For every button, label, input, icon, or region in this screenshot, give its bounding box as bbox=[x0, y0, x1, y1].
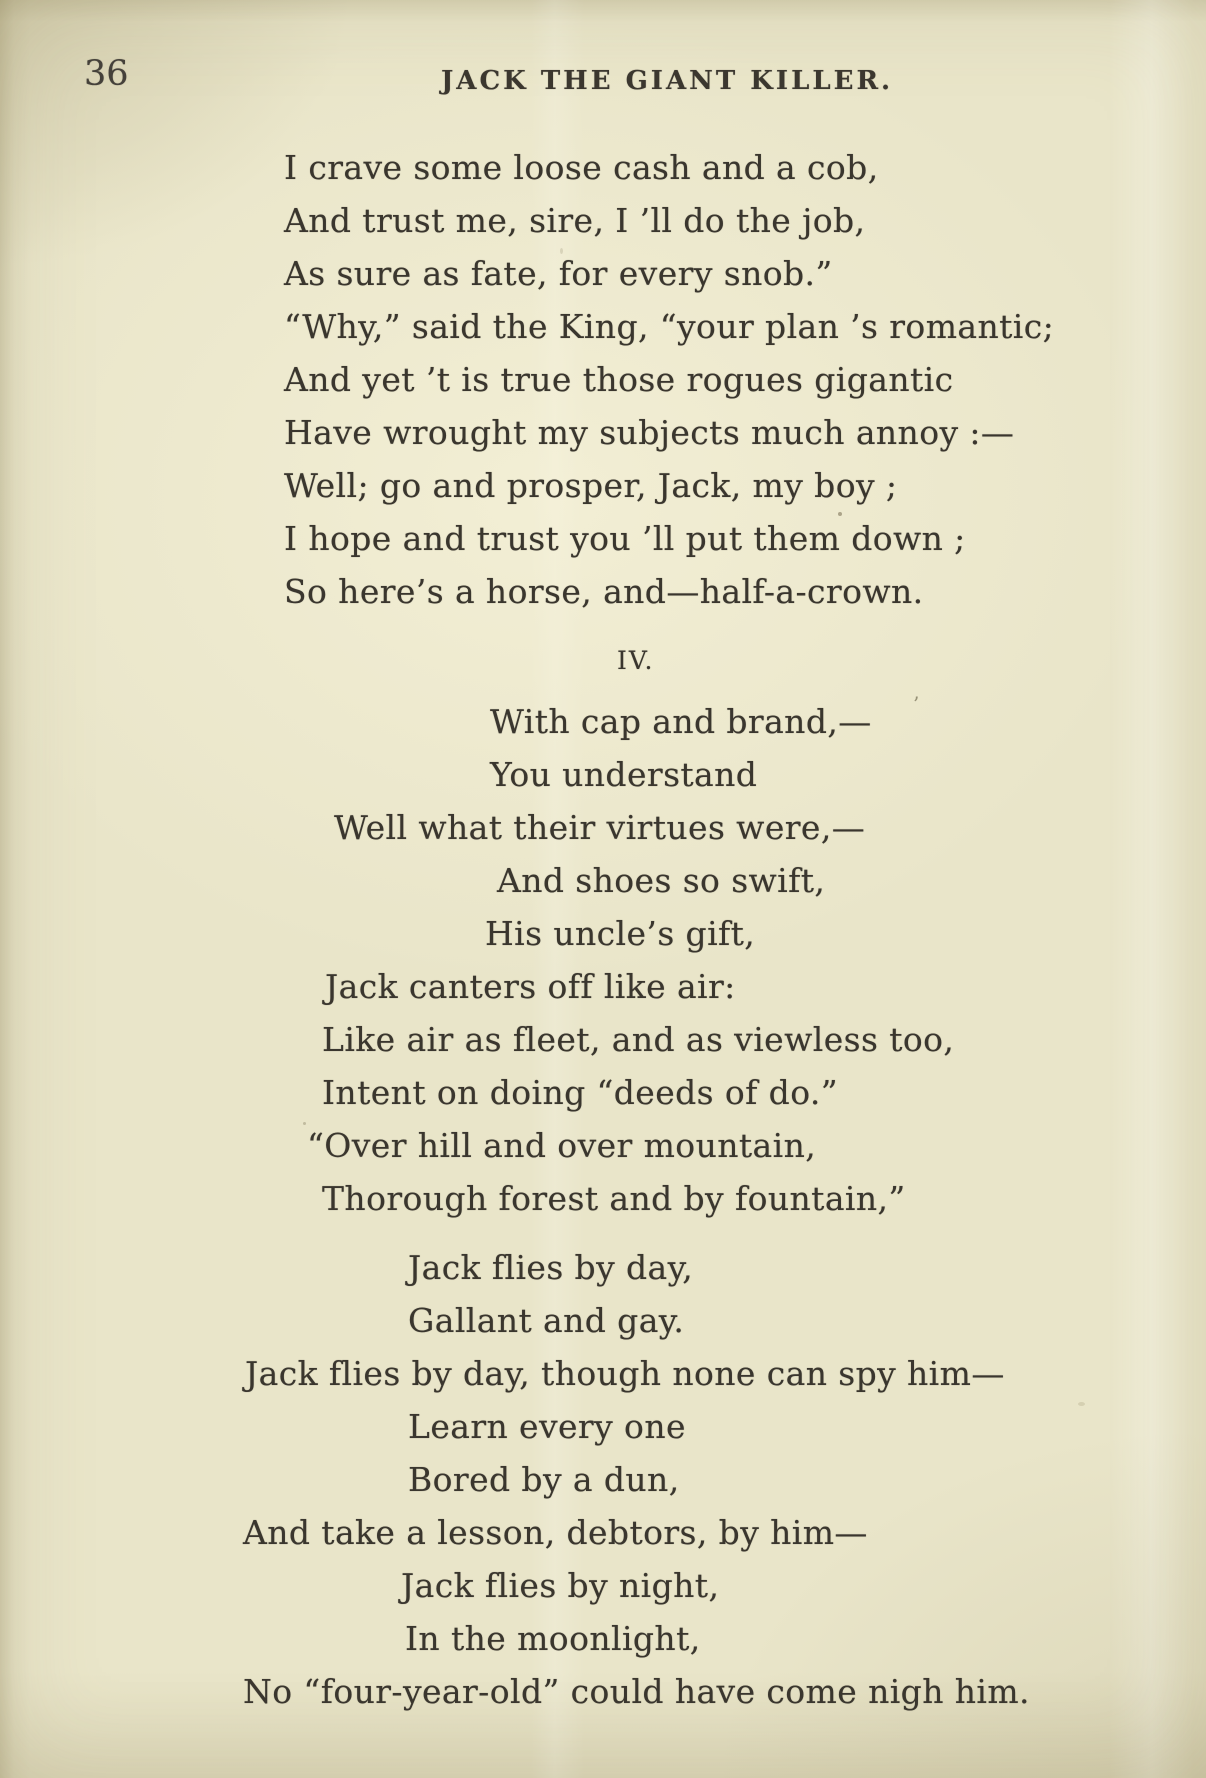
poem-line: Jack flies by day, though none can spy him— bbox=[245, 1354, 1005, 1393]
page-number: 36 bbox=[84, 54, 129, 94]
poem-line: With cap and brand,— bbox=[490, 702, 872, 741]
poem-line: “Why,” said the King, “your plan ’s romantic; bbox=[284, 307, 1055, 346]
paper-speck bbox=[303, 1122, 306, 1125]
poem-line: Bored by a dun, bbox=[408, 1460, 680, 1499]
stanza-2 bbox=[0, 692, 1206, 1225]
poem-line: Intent on doing “deeds of do.” bbox=[322, 1073, 839, 1112]
poem-line: In the moonlight, bbox=[405, 1619, 701, 1658]
section-number: IV. bbox=[617, 646, 655, 675]
poem-line: Well what their virtues were,— bbox=[334, 808, 866, 847]
poem-line: I crave some loose cash and a cob, bbox=[284, 148, 879, 187]
poem-line: Like air as fleet, and as viewless too, bbox=[322, 1020, 955, 1059]
poem-line: No “four-year-old” could have come nigh him. bbox=[243, 1672, 1030, 1711]
poem-line: I hope and trust you ’ll put them down ; bbox=[284, 519, 966, 558]
poem-line: Thorough forest and by fountain,” bbox=[322, 1179, 906, 1218]
poem-line: And yet ’t is true those rogues gigantic bbox=[284, 360, 954, 399]
poem-line: Have wrought my subjects much annoy :— bbox=[284, 413, 1015, 452]
running-header: JACK THE GIANT KILLER. bbox=[441, 66, 894, 96]
stanza-1 bbox=[0, 141, 1206, 618]
poem-line: As sure as fate, for every snob.” bbox=[284, 254, 833, 293]
poem-line: Gallant and gay. bbox=[408, 1301, 685, 1340]
poem-line: “Over hill and over mountain, bbox=[307, 1126, 817, 1165]
paper-speck bbox=[838, 512, 842, 516]
stanza-3 bbox=[0, 1241, 1206, 1718]
poem-line: And shoes so swift, bbox=[497, 861, 826, 900]
poem-line: Learn every one bbox=[408, 1407, 686, 1446]
poem-line: Jack canters off like air: bbox=[325, 967, 736, 1006]
poem-line: Jack flies by day, bbox=[408, 1248, 694, 1287]
poem-line: So here’s a horse, and—half-a-crown. bbox=[284, 572, 924, 611]
paper-speck bbox=[560, 248, 563, 254]
poem-line: And take a lesson, debtors, by him— bbox=[243, 1513, 868, 1552]
poem-line: Well; go and prosper, Jack, my boy ; bbox=[284, 466, 898, 505]
poem-line: His uncle’s gift, bbox=[485, 914, 756, 953]
paper-speck bbox=[1078, 1402, 1085, 1406]
poem-line: Jack flies by night, bbox=[401, 1566, 720, 1605]
poem-line: You understand bbox=[490, 755, 758, 794]
poem-line: And trust me, sire, I ’ll do the job, bbox=[284, 201, 866, 240]
print-artifact-mark: ’ bbox=[913, 692, 920, 716]
